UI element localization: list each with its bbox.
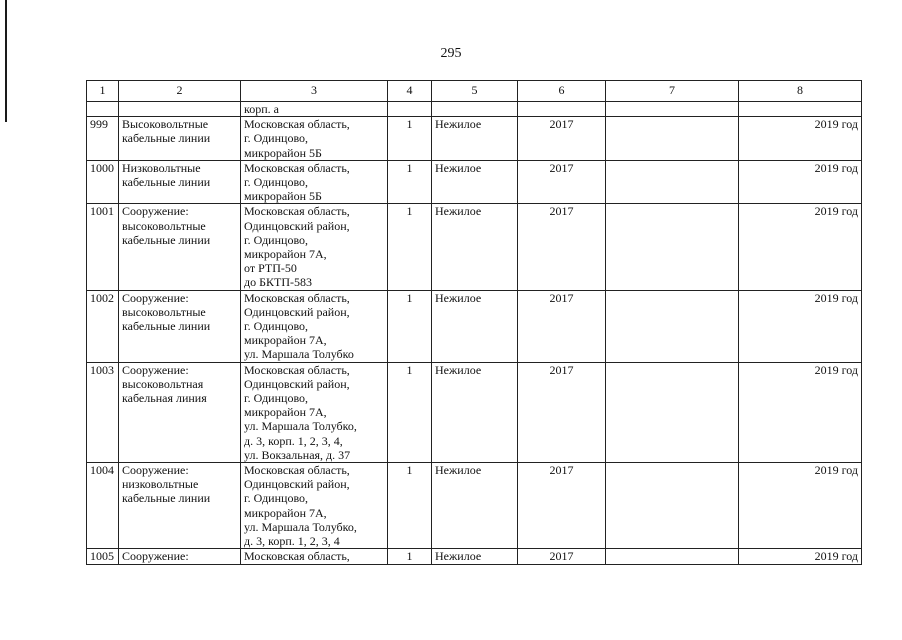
- term-cell: 2019 год: [739, 204, 862, 290]
- year-cell: 2017: [518, 117, 606, 161]
- quantity-cell: 1: [388, 290, 432, 362]
- type-cell: Нежилое: [432, 549, 518, 564]
- address-cell: Московская область,: [241, 549, 388, 564]
- quantity-cell: 1: [388, 204, 432, 290]
- type-cell: Нежилое: [432, 463, 518, 549]
- term-cell: [739, 102, 862, 117]
- type-cell: Нежилое: [432, 362, 518, 462]
- column-header: 2: [119, 81, 241, 102]
- address-cell: корп. а: [241, 102, 388, 117]
- table-row: [87, 160, 862, 204]
- table-row: [87, 549, 862, 564]
- row-number-cell: 1000: [87, 160, 119, 204]
- column7-cell: [606, 290, 739, 362]
- quantity-cell: 1: [388, 160, 432, 204]
- year-cell: 2017: [518, 290, 606, 362]
- term-cell: 2019 год: [739, 117, 862, 161]
- column-header: 7: [606, 81, 739, 102]
- quantity-cell: 1: [388, 362, 432, 462]
- row-number-cell: 1003: [87, 362, 119, 462]
- column7-cell: [606, 549, 739, 564]
- row-number-cell: [87, 102, 119, 117]
- row-number-cell: 1002: [87, 290, 119, 362]
- object-name-cell: Низковольтные кабельные линии: [119, 160, 241, 204]
- term-cell: 2019 год: [739, 160, 862, 204]
- column-number-row: [87, 81, 862, 102]
- row-number-cell: 1005: [87, 549, 119, 564]
- column7-cell: [606, 463, 739, 549]
- address-cell: Московская область, Одинцовский район, г. Одинцово, микрорайон 7А, ул. Маршала Толубко, д. 3, корп. 1, 2, 3, 4: [241, 463, 388, 549]
- quantity-cell: [388, 102, 432, 117]
- object-name-cell: Сооружение:: [119, 549, 241, 564]
- year-cell: 2017: [518, 362, 606, 462]
- term-cell: 2019 год: [739, 549, 862, 564]
- table-row: [87, 463, 862, 549]
- object-name-cell: Сооружение: высоковольтные кабельные линии: [119, 204, 241, 290]
- year-cell: 2017: [518, 204, 606, 290]
- year-cell: 2017: [518, 549, 606, 564]
- row-number-cell: 999: [87, 117, 119, 161]
- address-cell: Московская область, Одинцовский район, г. Одинцово, микрорайон 7А, ул. Маршала Толубко: [241, 290, 388, 362]
- column7-cell: [606, 160, 739, 204]
- type-cell: Нежилое: [432, 290, 518, 362]
- column7-cell: [606, 204, 739, 290]
- object-name-cell: [119, 102, 241, 117]
- column-header: 5: [432, 81, 518, 102]
- table-row: [87, 102, 862, 117]
- term-cell: 2019 год: [739, 463, 862, 549]
- page-number: 295: [440, 46, 462, 61]
- address-cell: Московская область, Одинцовский район, г. Одинцово, микрорайон 7А, от РТП-50 до БКТП-583: [241, 204, 388, 290]
- column7-cell: [606, 102, 739, 117]
- object-name-cell: Сооружение: высоковольтные кабельные линии: [119, 290, 241, 362]
- column7-cell: [606, 362, 739, 462]
- address-cell: Московская область, Одинцовский район, г. Одинцово, микрорайон 7А, ул. Маршала Толубко, д. 3, корп. 1, 2, 3, 4, ул. Вокзальная, д. 37: [241, 362, 388, 462]
- address-cell: Московская область, г. Одинцово, микрорайон 5Б: [241, 160, 388, 204]
- row-number-cell: 1004: [87, 463, 119, 549]
- quantity-cell: 1: [388, 463, 432, 549]
- table-row: [87, 290, 862, 362]
- table-row: [87, 204, 862, 290]
- column-header: 6: [518, 81, 606, 102]
- column7-cell: [606, 117, 739, 161]
- column-header: 3: [241, 81, 388, 102]
- table-row: [87, 362, 862, 462]
- column-header: 8: [739, 81, 862, 102]
- term-cell: 2019 год: [739, 362, 862, 462]
- object-name-cell: Высоковольтные кабельные линии: [119, 117, 241, 161]
- year-cell: [518, 102, 606, 117]
- address-cell: Московская область, г. Одинцово, микрорайон 5Б: [241, 117, 388, 161]
- registry-table: [86, 80, 862, 565]
- type-cell: Нежилое: [432, 117, 518, 161]
- term-cell: 2019 год: [739, 290, 862, 362]
- year-cell: 2017: [518, 160, 606, 204]
- column-header: 1: [87, 81, 119, 102]
- table-row: [87, 117, 862, 161]
- type-cell: Нежилое: [432, 160, 518, 204]
- object-name-cell: Сооружение: низковольтные кабельные линии: [119, 463, 241, 549]
- type-cell: [432, 102, 518, 117]
- quantity-cell: 1: [388, 117, 432, 161]
- row-number-cell: 1001: [87, 204, 119, 290]
- column-header: 4: [388, 81, 432, 102]
- type-cell: Нежилое: [432, 204, 518, 290]
- object-name-cell: Сооружение: высоковольтная кабельная линия: [119, 362, 241, 462]
- quantity-cell: 1: [388, 549, 432, 564]
- year-cell: 2017: [518, 463, 606, 549]
